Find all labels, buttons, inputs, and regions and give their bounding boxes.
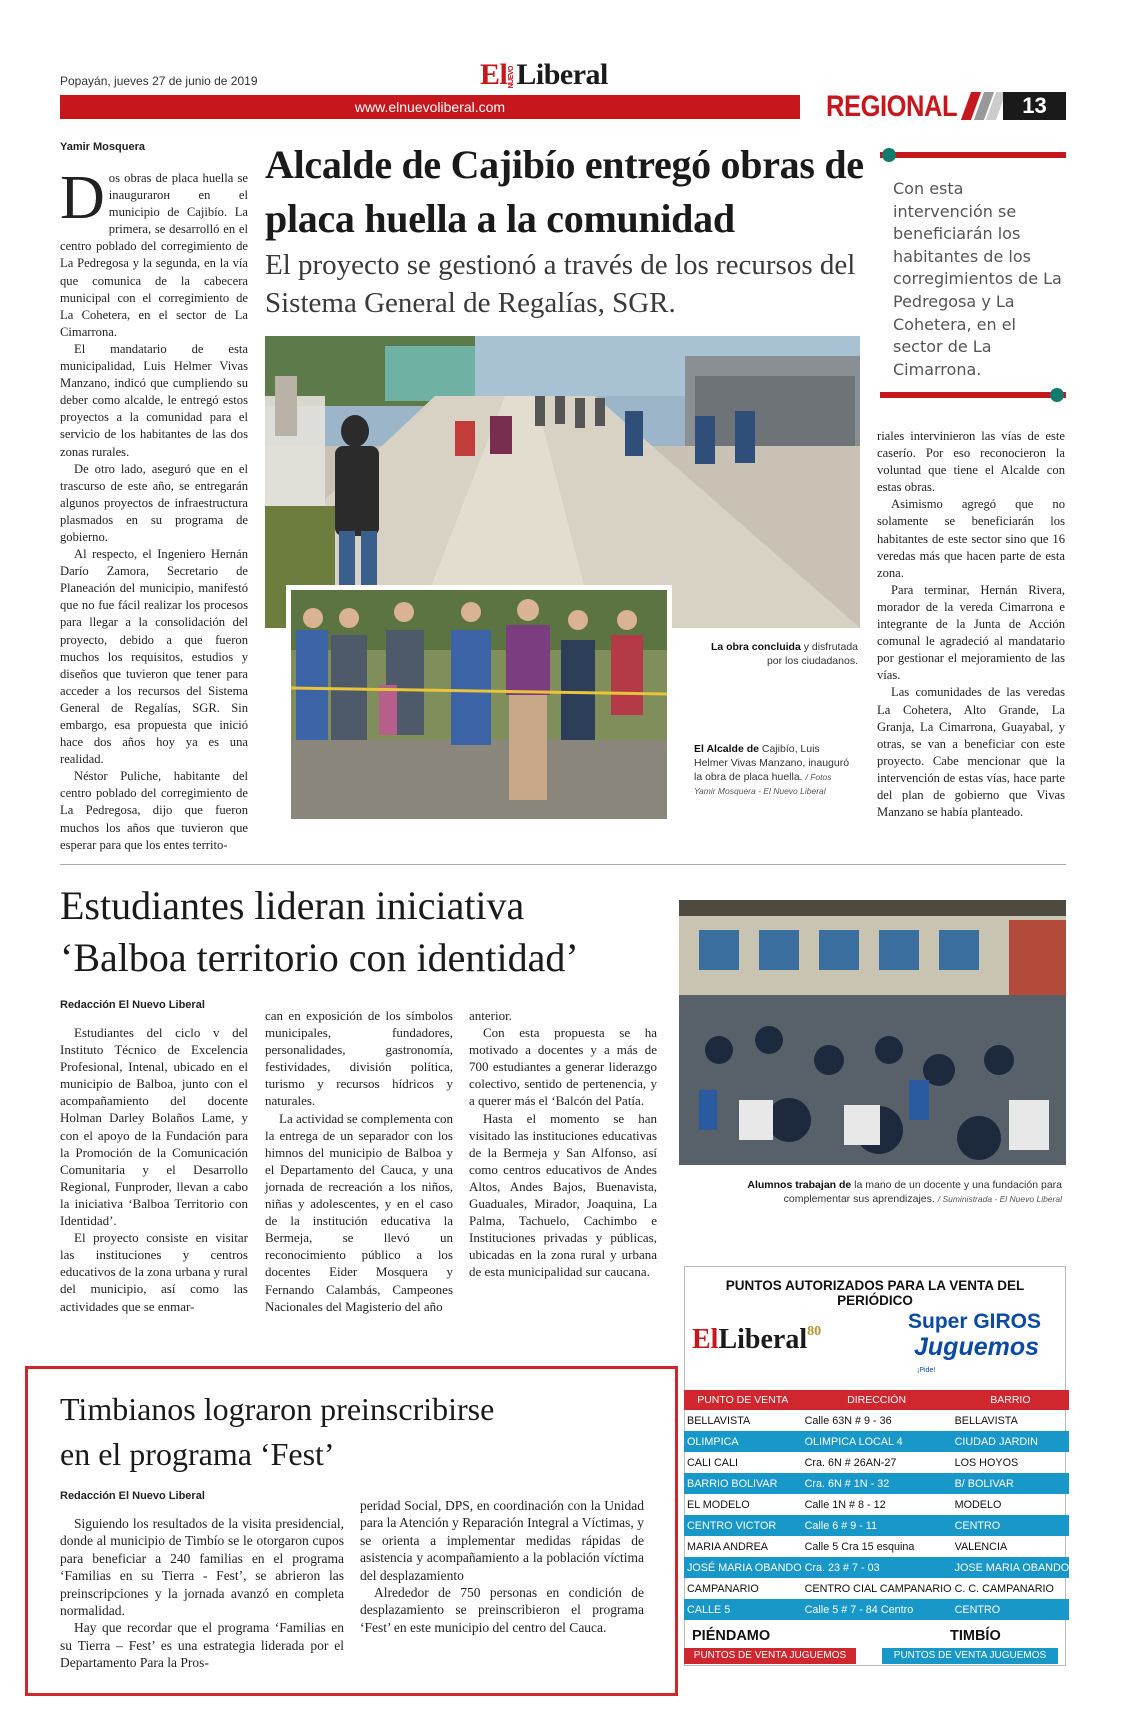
pullquote-dot bbox=[1050, 388, 1064, 402]
article1-paragraph: El mandatario de esta municipalidad, Luis Helmer Vivas Manzano, indicó que cumpliendo su deber como alcalde, le entregó estos proyectos a la comunidad para el servicio de los habitantes de las dos zonas rurales. bbox=[60, 341, 248, 459]
logo-liberal: Liberal bbox=[516, 58, 608, 91]
column-header: DIRECCIÓN bbox=[802, 1390, 952, 1410]
article3-paragraph: Siguiendo los resultados de la visita presidencial, donde al municipio de Timbío se le otorgaron cupos para beneficiar a 240 familias en el programa ‘Familias en su Tierra - Fest’, se abrieron las preinscripciones y la jornada avanzó en completa normalidad. bbox=[60, 1516, 344, 1619]
article2-column-2 bbox=[265, 1007, 453, 1315]
article1-column-1 bbox=[60, 164, 248, 854]
label-piendamo: PIÉNDAMO bbox=[692, 1628, 771, 1644]
article2-paragraph: Hasta el momento se han visitado las instituciones educativas de la Bermeja y San Alfonso, así como centros educativos de Andes Altos, Andes Bajos, Buenavista, Guaduales, Mirador, Joaquina, La Palma, Tachuelo, Cachimbo e Instituciones privadas y públicas, ubicadas en la zona rural y urbana de esta municipalidad sur caucana. bbox=[469, 1110, 657, 1280]
table-row: CALI CALI Cra. 6N # 26AN-27 LOS HOYOS bbox=[687, 1456, 1019, 1469]
article1-subheadline: El proyecto se gestionó a través de los recursos del Sistema General de Regalías, SGR. bbox=[265, 249, 856, 319]
article1-headline: Alcalde de Cajibío entregó obras de placa huella a la comunidad bbox=[265, 142, 864, 241]
column-header: BARRIO bbox=[952, 1390, 1070, 1410]
dropcap: D bbox=[60, 164, 105, 232]
table-row: CENTRO VICTOR Calle 6 # 9 - 11 CENTRO bbox=[684, 1515, 1069, 1536]
article1-paragraph: De otro lado, aseguró que en el trascurso de este año, se entregarán algunos proyectos de infraestructura plasmados en su programa de gobierno. bbox=[60, 461, 248, 544]
pullquote-bottom-rule bbox=[880, 392, 1066, 398]
table-row: CAMPANARIO CENTRO CIAL CAMPANARIO C. C. CAMPANARIO bbox=[687, 1582, 1054, 1595]
juguemos-points-blue: PUNTOS DE VENTA JUGUEMOS bbox=[882, 1648, 1058, 1664]
article1-paragraph: Asimismo agregó que no solamente se beneficiarán los habitantes de este sector sino que 16 veredas más que hacen parte de esta zona. bbox=[877, 497, 1065, 580]
article3-column-1 bbox=[60, 1515, 344, 1672]
article2-column-3 bbox=[469, 1007, 657, 1281]
juguemos-logo: Juguemos bbox=[914, 1333, 1040, 1361]
pullquote-dot bbox=[882, 148, 896, 162]
column-header: PUNTO DE VENTA bbox=[684, 1390, 802, 1410]
photo3-caption: Alumnos trabajan de la mano de un docente y una fundación para complementar sus aprendizajes. / Suministrada - El Nuevo Liberal bbox=[747, 1179, 1062, 1205]
logo-el: El bbox=[480, 58, 508, 91]
article2-paragraph: La actividad se complementa con la entrega de un separador con los himnos del municipio de Balboa y el Departamento del Cauca, y una jornada de recreación a los niños, niñas y adolescentes, y en el caso de la institución educativa la Bermeja, se llevó un reconocimiento público a los docentes Eider Mosquera y Fernando Calambás, Campeones Nacionales del Magisterio del año bbox=[265, 1110, 453, 1314]
photo-ribbon-cutting[interactable] bbox=[286, 585, 672, 824]
article1-byline: Yamir Mosquera bbox=[60, 141, 145, 153]
article2-byline: Redacción El Nuevo Liberal bbox=[60, 999, 205, 1011]
page-number: 13 bbox=[1003, 92, 1066, 120]
sales-points-table bbox=[684, 1390, 1069, 1620]
article1-paragraph: riales intervinieron las vías de este caserío. Por eso reconocieron la voluntad que tiene el Alcalde con estas obras. bbox=[877, 429, 1065, 495]
table-row: CALLE 5 Calle 5 # 7 - 84 Centro CENTRO bbox=[684, 1599, 1069, 1620]
article1-pullquote: Con esta intervención se beneficiarán los habitantes de los corregimientos de La Pedregosa y La Cohetera, en el sector de La Cimarrona. bbox=[893, 179, 1062, 379]
article2-paragraph: Con esta propuesta se ha motivado a docentes y a más de 700 estudiantes a generar liderazgo colectivo, sentido de pertenencia, y a querer más el ‘Balcón del Patía. bbox=[469, 1025, 657, 1109]
section-title: REGIONAL bbox=[826, 90, 958, 123]
article2-headline: Estudiantes lideran iniciativa ‘Balboa territorio con identidad’ bbox=[60, 883, 579, 980]
article3-paragraph: peridad Social, DPS, en coordinación con la Unidad para la Atención y Reparación Integral a Víctimas, y se orienta a implementar medidas rápidas de asistencia y acompañamiento a la población víctima del desplazamiento bbox=[360, 1498, 644, 1583]
article1-paragraph: Dos obras de placa huella se inaugurarон en el municipio de Cajibío. La primera, se desarrolló en el centro poblado del corregimiento de La Pedregosa y la segunda, en la vía que comunica de la cabecera municipal con el corregimiento de La Cohetera, en el sector de La Cimarrona. bbox=[60, 164, 248, 339]
article3-byline: Redacción El Nuevo Liberal bbox=[60, 1490, 205, 1502]
article1-paragraph: Al respecto, el Ingeniero Hernán Darío Zamora, Secretario de Planeación del municipio, manifestó que no fue fácil realizar los procesos para llegar a la consolidación del proyecto, debido a que fueron muchos los requisitos, estudios y diseños que tuvieron que tener para acceder a los recursos del Sistema General de Regalías, SGR. Sin embargo, esa propuesta que inició hace dos años hoy ya es una realidad. bbox=[60, 547, 248, 767]
newspaper-logo[interactable] bbox=[480, 58, 608, 92]
sales-points-title: PUNTOS AUTORIZADOS PARA LA VENTA DEL PERIÓDICO bbox=[725, 1278, 1025, 1308]
table-row: BARRIO BOLIVAR Cra. 6N # 1N - 32 B/ BOLIVAR bbox=[684, 1473, 1069, 1494]
article1-column-3 bbox=[877, 428, 1065, 821]
photo-credit: / Fotos Yamir Mosquera - El Nuevo Liberal bbox=[694, 772, 832, 796]
article1-paragraph: Néstor Puliche, habitante del centro poblado del corregimiento de La Pedregosa, dijo que fueron muchos los años que tuvieron que esperar para que los entes territo- bbox=[60, 769, 248, 852]
article3-paragraph: Alrededor de 750 personas en condición de desplazamiento se preinscribieron el programa ‘Fest’ en este municipio del centro del Cauca. bbox=[360, 1585, 644, 1635]
website-url[interactable]: www.elnuevoliberal.com bbox=[354, 99, 506, 115]
table-row: BELLAVISTA Calle 63N # 9 - 36 BELLAVISTA bbox=[687, 1414, 1018, 1427]
photo-students-assembly[interactable] bbox=[679, 900, 1066, 1165]
table-row: OLIMPICA OLIMPICA LOCAL 4 CIUDAD JARDIN bbox=[684, 1431, 1069, 1452]
photo2-caption: El Alcalde de Cajibío, Luis Helmer Vivas Manzano, inauguró la obra de placa huella. / Fotos Yamir Mosquera - El Nuevo Liberal bbox=[694, 743, 850, 796]
supergiros-logo: Super GIROS bbox=[908, 1310, 1042, 1333]
el-liberal-80-logo: ElLiberal$^{80}$ bbox=[692, 1324, 822, 1355]
table-header-row bbox=[684, 1390, 1069, 1410]
article3-paragraph: Hay que recordar que el programa ‘Familias en su Tierra – Fest’ es una estrategia liderada por el Departamento Para la Pros- bbox=[60, 1620, 344, 1671]
label-timbio: TIMBÍO bbox=[950, 1628, 1001, 1644]
photo1-caption: La obra concluida y disfrutada por los ciudadanos. bbox=[710, 641, 858, 667]
table-row: JOSÉ MARIA OBANDO Cra. 23 # 7 - 03 JOSE MARIA OBANDO bbox=[684, 1557, 1069, 1578]
logo-nuevo: NUEVO bbox=[508, 65, 516, 89]
photo-credit: / Suministrada - El Nuevo Liberal bbox=[937, 1194, 1062, 1204]
article2-column-1 bbox=[60, 1024, 248, 1315]
article2-paragraph: El proyecto consiste en visitar las instituciones y centros educativos de la zona urbana y rural del municipio, así como las actividades que se enmar- bbox=[60, 1230, 248, 1314]
article2-paragraph: Estudiantes del ciclo v del Instituto Técnico de Excelencia Profesional, Intenal, ubicado en el municipio de Balboa, junto con el acompañamiento del docente Holman Darley Bolaños Lame, y con el apoyo de la Fundación para la Promoción de la Comunicación Comunitaria y el Desarrollo Regional, Funproder, llevan a cabo la iniciativa ‘Balboa Territorio con Identidad’. bbox=[60, 1025, 248, 1229]
article2-paragraph: anterior. bbox=[469, 1008, 512, 1023]
juguemos-points-red: PUNTOS DE VENTA JUGUEMOS bbox=[684, 1648, 856, 1664]
article1-paragraph: Para terminar, Hernán Rivera, morador de la vereda Cimarrona e integrante de la Junta de Acción comunal le agradeció al mandatario por gestionar el mejoramiento de las vías. bbox=[877, 582, 1065, 683]
table-row: MARIA ANDREA Calle 5 Cra 15 esquina VALENCIA bbox=[687, 1540, 1008, 1553]
anniversary-badge: 80 bbox=[807, 1324, 822, 1339]
table-row: EL MODELO Calle 1N # 8 - 12 MODELO bbox=[687, 1498, 1002, 1511]
article3-column-2 bbox=[360, 1497, 644, 1636]
juguemos-tagline: ¡Pide! bbox=[917, 1367, 936, 1374]
article1-paragraph: Las comunidades de las veredas La Cohetera, Alto Grande, La Granja, La Cimarrona, Guayabal, y otras, se van a beneficiar con este proyecto. Cabe mencionar que la intervención de estas vías, hace parte del plan de gobierno que Vivas Manzano se había planteado. bbox=[877, 685, 1065, 820]
edition-date: Popayán, jueves 27 de junio de 2019 bbox=[60, 74, 258, 88]
pullquote-top-rule bbox=[880, 152, 1066, 158]
article3-headline: Timbianos lograron preinscribirse en el programa ‘Fest’ bbox=[60, 1391, 495, 1472]
article2-paragraph: can en exposición de los símbolos municipales, fundadores, personalidades, gastronomía, festividades, división política, turismo y recursos hídricos y naturales. bbox=[265, 1008, 453, 1109]
section-divider bbox=[60, 864, 1066, 865]
